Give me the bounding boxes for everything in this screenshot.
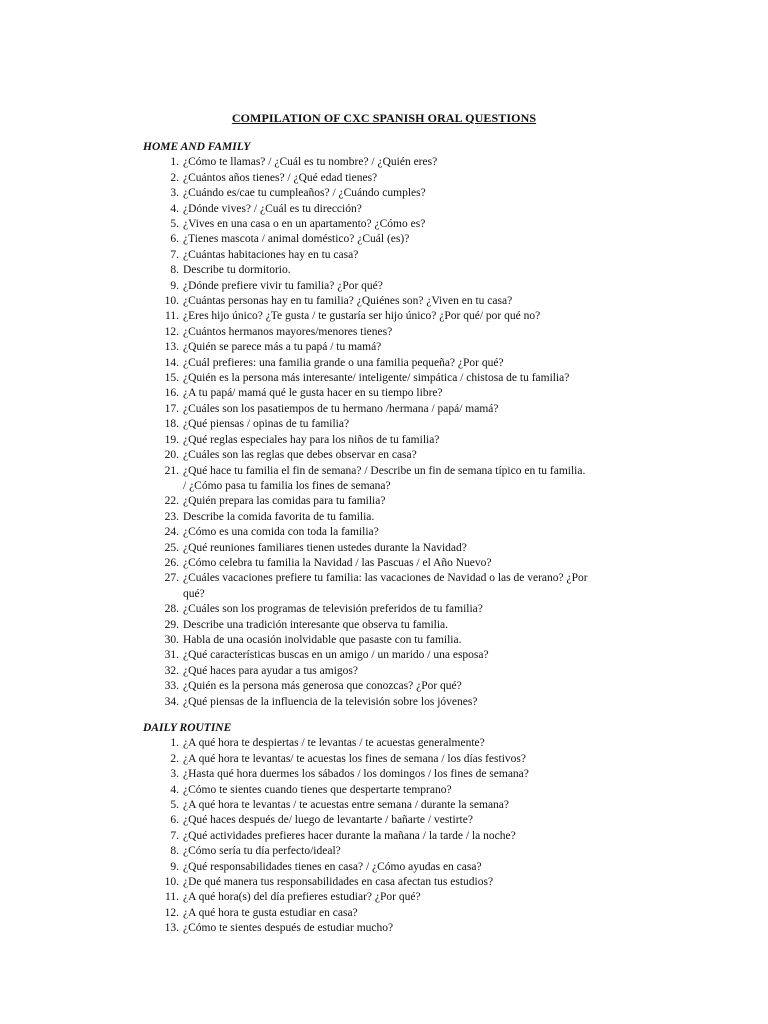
question-item bbox=[143, 679, 733, 694]
question-text: ¿A qué hora te despiertas / te levantas / te acuestas generalmente? bbox=[183, 737, 485, 750]
question-item bbox=[143, 417, 733, 432]
question-item bbox=[143, 479, 733, 494]
question-text: ¿Cuándo es/cae tu cumpleaños? / ¿Cuándo cumples? bbox=[183, 187, 426, 200]
question-item bbox=[143, 494, 733, 509]
question-number: 3. bbox=[170, 768, 179, 781]
question-number: 5. bbox=[170, 218, 179, 231]
question-item bbox=[143, 448, 733, 463]
question-number: 15. bbox=[164, 372, 179, 385]
question-text: Habla de una ocasión inolvidable que pasaste con tu familia. bbox=[183, 633, 462, 646]
question-number: 19. bbox=[164, 433, 179, 446]
question-number: 13. bbox=[164, 922, 179, 935]
question-number: 32. bbox=[164, 664, 179, 677]
question-text: ¿A qué hora(s) del día prefieres estudiar? ¿Por qué? bbox=[183, 891, 421, 904]
question-item bbox=[143, 602, 733, 617]
question-number: 27. bbox=[164, 572, 179, 585]
question-item bbox=[143, 340, 733, 355]
question-item bbox=[143, 860, 733, 875]
question-text: ¿Cómo te llamas? / ¿Cuál es tu nombre? / ¿Quién eres? bbox=[183, 156, 438, 169]
question-text: ¿Tienes mascota / animal doméstico? ¿Cuál (es)? bbox=[183, 233, 410, 246]
question-text: ¿Dónde vives? / ¿Cuál es tu dirección? bbox=[183, 202, 362, 215]
question-text: ¿Cuál prefieres: una familia grande o una familia pequeña? ¿Por qué? bbox=[183, 356, 504, 369]
section-home-and-family bbox=[143, 140, 733, 710]
question-number: 33. bbox=[164, 680, 179, 693]
question-number: 9. bbox=[170, 860, 179, 873]
question-text: Describe una tradición interesante que observa tu familia. bbox=[183, 618, 449, 631]
question-item bbox=[143, 736, 733, 751]
question-text: ¿Cuántos años tienes? / ¿Qué edad tienes? bbox=[183, 171, 378, 184]
question-item bbox=[143, 633, 733, 648]
question-number: 5. bbox=[170, 799, 179, 812]
question-number: 4. bbox=[170, 202, 179, 215]
question-number: 22. bbox=[164, 495, 179, 508]
question-item bbox=[143, 325, 733, 340]
question-item bbox=[143, 541, 733, 556]
question-number bbox=[143, 479, 179, 494]
question-text: ¿Cuáles son los pasatiempos de tu hermano /hermana / papá/ mamá? bbox=[183, 402, 499, 415]
question-text: ¿Qué reglas especiales hay para los niños de tu familia? bbox=[183, 433, 440, 446]
question-number: 14. bbox=[164, 356, 179, 369]
question-number: 21. bbox=[164, 464, 179, 477]
question-number: 10. bbox=[164, 295, 179, 308]
question-text: ¿Qué haces para ayudar a tus amigos? bbox=[183, 664, 358, 677]
question-item bbox=[143, 844, 733, 859]
question-text: ¿Cuáles son las reglas que debes observar en casa? bbox=[183, 449, 417, 462]
question-number: 7. bbox=[170, 248, 179, 261]
question-item bbox=[143, 587, 733, 602]
question-text: ¿Cuántos hermanos mayores/menores tienes? bbox=[183, 325, 393, 338]
question-text: ¿Quién es la persona más interesante/ inteligente/ simpática / chistosa de tu familia? bbox=[183, 372, 570, 385]
question-number: 8. bbox=[170, 264, 179, 277]
question-number bbox=[143, 587, 179, 602]
question-item bbox=[143, 813, 733, 828]
question-item bbox=[143, 556, 733, 571]
question-number: 2. bbox=[170, 752, 179, 765]
section-heading: HOME AND FAMILY bbox=[143, 141, 251, 153]
document-title: COMPILATION OF CXC SPANISH ORAL QUESTIONS bbox=[231, 111, 537, 125]
question-text: ¿Cómo celebra tu familia la Navidad / las Pascuas / el Año Nuevo? bbox=[183, 556, 492, 569]
question-number: 6. bbox=[170, 233, 179, 246]
question-number: 11. bbox=[165, 891, 179, 904]
question-item bbox=[143, 386, 733, 401]
question-item bbox=[143, 767, 733, 782]
question-number: 4. bbox=[170, 783, 179, 796]
question-text: ¿Qué piensas de la influencia de la televisión sobre los jóvenes? bbox=[183, 695, 478, 708]
question-item bbox=[143, 752, 733, 767]
question-text: ¿Qué haces después de/ luego de levantarte / bañarte / vestirte? bbox=[183, 814, 473, 827]
question-item bbox=[143, 890, 733, 905]
question-text: ¿Qué hace tu familia el fin de semana? / Describe un fin de semana típico en tu familia. bbox=[183, 464, 586, 477]
question-text: ¿Qué características buscas en un amigo / un marido / una esposa? bbox=[183, 649, 489, 662]
question-number: 34. bbox=[164, 695, 179, 708]
question-item bbox=[143, 217, 733, 232]
question-item bbox=[143, 402, 733, 417]
question-text: ¿Cómo sería tu día perfecto/ideal? bbox=[183, 845, 341, 858]
section-heading: DAILY ROUTINE bbox=[143, 722, 232, 734]
question-item bbox=[143, 906, 733, 921]
question-number: 2. bbox=[170, 171, 179, 184]
question-item bbox=[143, 294, 733, 309]
question-number: 23. bbox=[164, 510, 179, 523]
question-number: 11. bbox=[165, 310, 179, 323]
question-item bbox=[143, 371, 733, 386]
question-text: ¿A qué hora te levantas / te acuestas entre semana / durante la semana? bbox=[183, 799, 510, 812]
question-number: 6. bbox=[170, 814, 179, 827]
question-text: ¿Cuántas habitaciones hay en tu casa? bbox=[183, 248, 359, 261]
question-text: ¿Cuáles vacaciones prefiere tu familia: las vacaciones de Navidad o las de verano? ¿Por bbox=[183, 572, 588, 585]
question-item bbox=[143, 309, 733, 324]
question-text: ¿Vives en una casa o en un apartamento? ¿Cómo es? bbox=[183, 218, 426, 231]
question-text: ¿De qué manera tus responsabilidades en casa afectan tus estudios? bbox=[183, 876, 494, 889]
question-text: ¿A qué hora te levantas/ te acuestas los fines de semana / los días festivos? bbox=[183, 752, 526, 765]
question-number: 24. bbox=[164, 526, 179, 539]
question-text: ¿Cómo te sientes cuando tienes que despertarte temprano? bbox=[183, 783, 452, 796]
question-text: ¿Quién es la persona más generosa que conozcas? ¿Por qué? bbox=[183, 680, 462, 693]
question-text: ¿Quién prepara las comidas para tu familia? bbox=[183, 495, 386, 508]
question-number: 13. bbox=[164, 341, 179, 354]
question-item bbox=[143, 356, 733, 371]
question-text: ¿Cómo es una comida con toda la familia? bbox=[183, 526, 379, 539]
question-number: 17. bbox=[164, 402, 179, 415]
question-item bbox=[143, 648, 733, 663]
question-text: ¿Cómo te sientes después de estudiar mucho? bbox=[183, 922, 394, 935]
question-item bbox=[143, 921, 733, 936]
question-text: ¿Hasta qué hora duermes los sábados / los domingos / los fines de semana? bbox=[183, 768, 529, 781]
question-item bbox=[143, 695, 733, 710]
question-text: ¿Qué actividades prefieres hacer durante la mañana / la tarde / la noche? bbox=[183, 829, 516, 842]
question-item bbox=[143, 525, 733, 540]
question-number: 16. bbox=[164, 387, 179, 400]
question-list bbox=[143, 155, 733, 710]
question-text: / ¿Cómo pasa tu familia los fines de semana? bbox=[183, 479, 391, 492]
question-text: ¿Eres hijo único? ¿Te gusta / te gustaría ser hijo único? ¿Por qué/ por qué no? bbox=[183, 310, 541, 323]
question-item bbox=[143, 571, 733, 586]
question-text: ¿Qué responsabilidades tienes en casa? / ¿Cómo ayudas en casa? bbox=[183, 860, 482, 873]
question-text: ¿Dónde prefiere vivir tu familia? ¿Por qué? bbox=[183, 279, 383, 292]
question-text: qué? bbox=[183, 587, 205, 600]
question-item bbox=[143, 279, 733, 294]
question-number: 12. bbox=[164, 325, 179, 338]
question-number: 29. bbox=[164, 618, 179, 631]
section-daily-routine bbox=[143, 721, 733, 937]
question-text: ¿Qué piensas / opinas de tu familia? bbox=[183, 418, 350, 431]
question-number: 8. bbox=[170, 845, 179, 858]
question-item bbox=[143, 232, 733, 247]
question-item bbox=[143, 798, 733, 813]
question-item bbox=[143, 155, 733, 170]
question-number: 12. bbox=[164, 906, 179, 919]
question-number: 28. bbox=[164, 603, 179, 616]
question-number: 9. bbox=[170, 279, 179, 292]
question-number: 1. bbox=[170, 737, 179, 750]
question-text: ¿Cuántas personas hay en tu familia? ¿Quiénes son? ¿Viven en tu casa? bbox=[183, 295, 513, 308]
question-text: Describe tu dormitorio. bbox=[183, 264, 291, 277]
question-item bbox=[143, 186, 733, 201]
question-number: 26. bbox=[164, 556, 179, 569]
question-text: ¿Cuáles son los programas de televisión preferidos de tu familia? bbox=[183, 603, 483, 616]
question-text: ¿Quién se parece más a tu papá / tu mamá? bbox=[183, 341, 382, 354]
question-item bbox=[143, 464, 733, 479]
question-text: Describe la comida favorita de tu familia. bbox=[183, 510, 375, 523]
question-number: 20. bbox=[164, 449, 179, 462]
question-item bbox=[143, 202, 733, 217]
question-item bbox=[143, 263, 733, 278]
question-item bbox=[143, 875, 733, 890]
question-number: 31. bbox=[164, 649, 179, 662]
question-number: 1. bbox=[170, 156, 179, 169]
question-text: ¿Qué reuniones familiares tienen ustedes durante la Navidad? bbox=[183, 541, 467, 554]
question-number: 25. bbox=[164, 541, 179, 554]
question-number: 7. bbox=[170, 829, 179, 842]
question-item bbox=[143, 829, 733, 844]
question-item bbox=[143, 510, 733, 525]
question-item bbox=[143, 783, 733, 798]
question-number: 3. bbox=[170, 187, 179, 200]
question-number: 18. bbox=[164, 418, 179, 431]
question-text: ¿A qué hora te gusta estudiar en casa? bbox=[183, 906, 358, 919]
question-list bbox=[143, 736, 733, 936]
question-text: ¿A tu papá/ mamá qué le gusta hacer en su tiempo libre? bbox=[183, 387, 443, 400]
question-number: 10. bbox=[164, 876, 179, 889]
question-item bbox=[143, 171, 733, 186]
question-item bbox=[143, 433, 733, 448]
question-item bbox=[143, 248, 733, 263]
question-number: 30. bbox=[164, 633, 179, 646]
question-item bbox=[143, 664, 733, 679]
question-item bbox=[143, 618, 733, 633]
